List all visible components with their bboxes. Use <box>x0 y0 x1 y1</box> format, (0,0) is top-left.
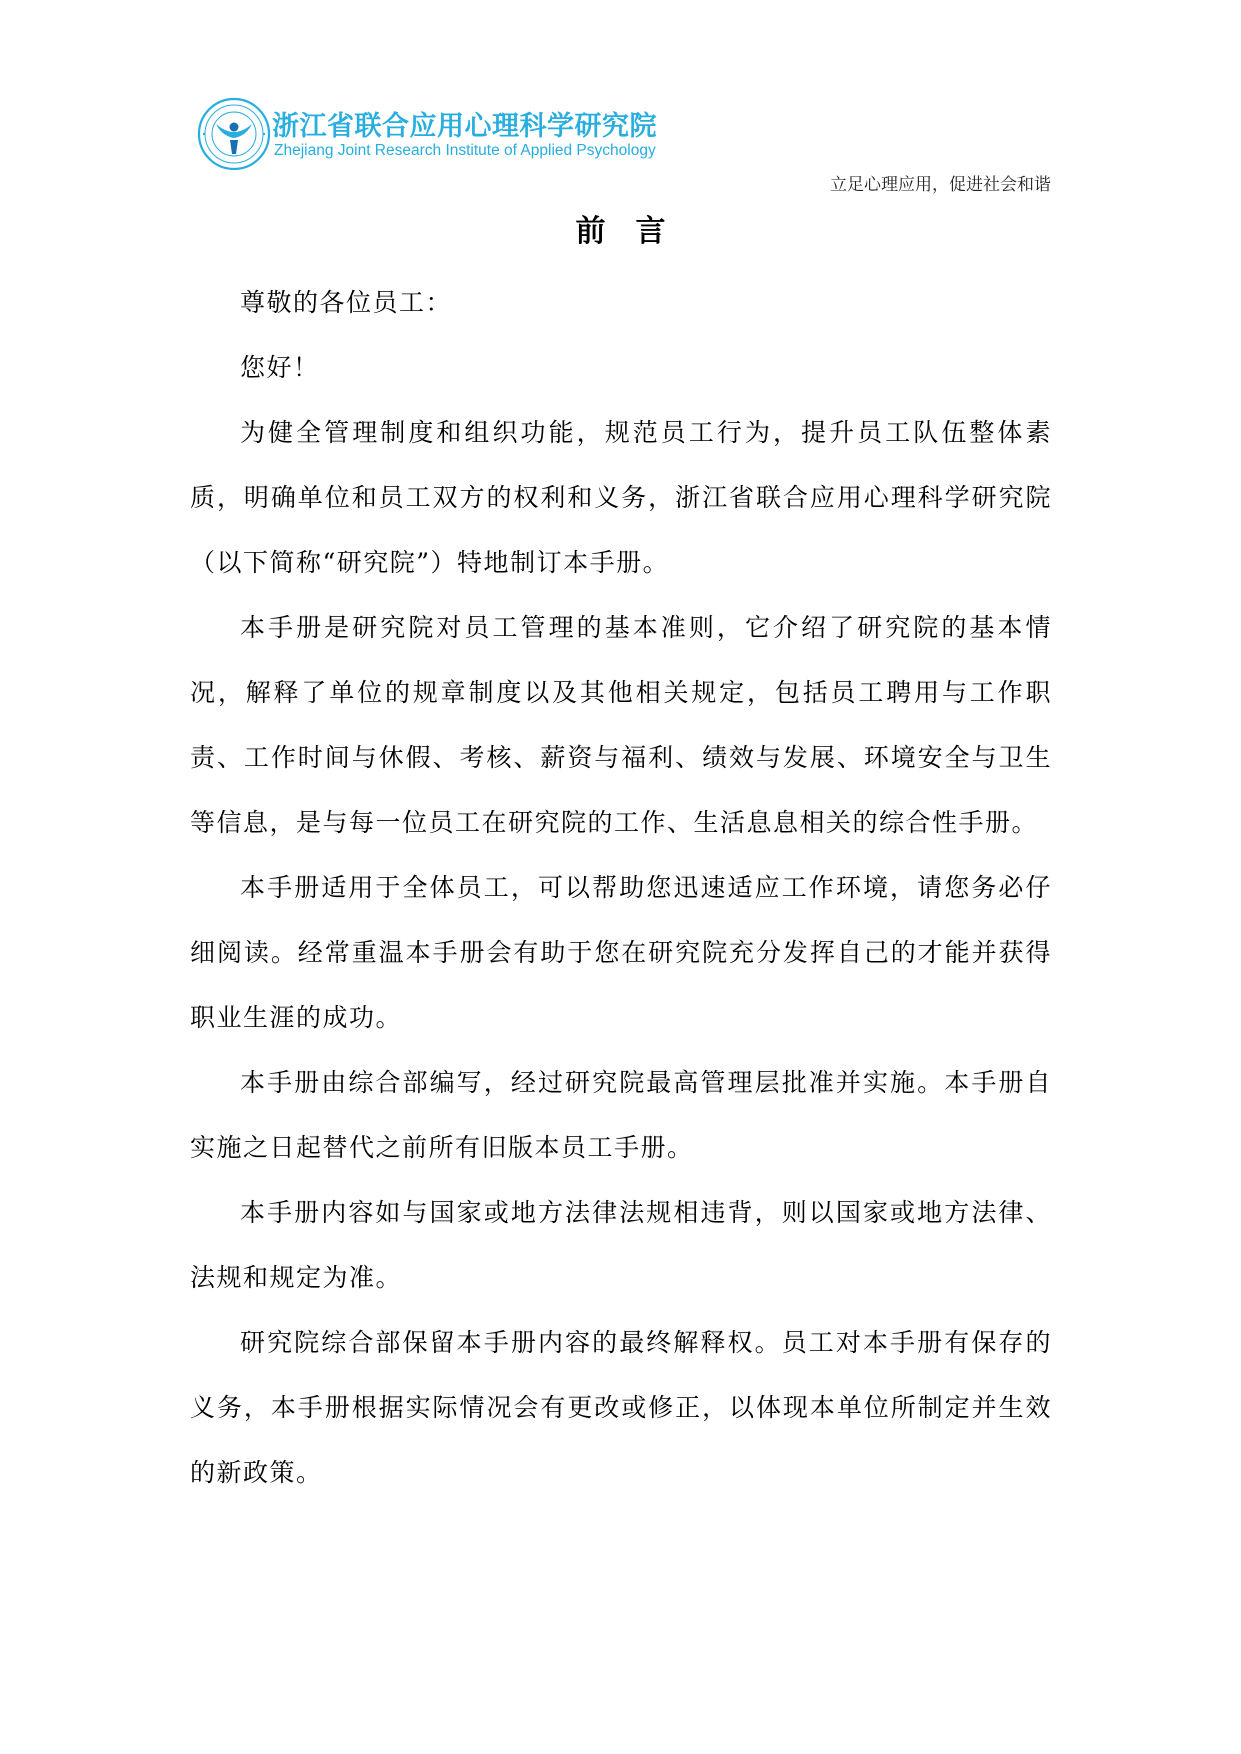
letterhead <box>196 96 656 174</box>
org-name-cn: 浙江省联合应用心理科学研究院 <box>272 111 657 142</box>
body-paragraph: 研究院综合部保留本手册内容的最终解释权。员工对本手册有保存的义务，本手册根据实际情况会有更改或修正，以体现本单位所制定并生效的新政策。 <box>190 1328 1052 1487</box>
greeting: 您好！ <box>240 353 320 382</box>
body-paragraph: 本手册适用于全体员工，可以帮助您迅速适应工作环境，请您务必仔细阅读。经常重温本手册会有助于您在研究院充分发挥自己的才能并获得职业生涯的成功。 <box>190 873 1052 1032</box>
salutation: 尊敬的各位员工： <box>240 288 453 317</box>
institute-emblem-icon <box>196 96 272 172</box>
body-paragraph: 为健全管理制度和组织功能，规范员工行为，提升员工队伍整体素质，明确单位和员工双方的权利和义务，浙江省联合应用心理科学研究院（以下简称“研究院”）特地制订本手册。 <box>190 418 1052 577</box>
document-body <box>190 270 1052 1505</box>
page-title: 前言 <box>575 214 696 249</box>
body-paragraph: 本手册由综合部编写，经过研究院最高管理层批准并实施。本手册自实施之日起替代之前所有旧版本员工手册。 <box>190 1068 1052 1162</box>
body-paragraph: 本手册内容如与国家或地方法律法规相违背，则以国家或地方法律、法规和规定为准。 <box>190 1198 1052 1292</box>
org-name-en: Zhejiang Joint Research Institute of Applied Psychology <box>274 142 656 159</box>
body-paragraph: 本手册是研究院对员工管理的基本准则，它介绍了研究院的基本情况，解释了单位的规章制度以及其他相关规定，包括员工聘用与工作职责、工作时间与休假、考核、薪资与福利、绩效与发展、环境安全与卫生等信息，是与每一位员工在研究院的工作、生活息息相关的综合性手册。 <box>190 613 1052 837</box>
tagline: 立足心理应用，促进社会和谐 <box>830 175 1051 195</box>
